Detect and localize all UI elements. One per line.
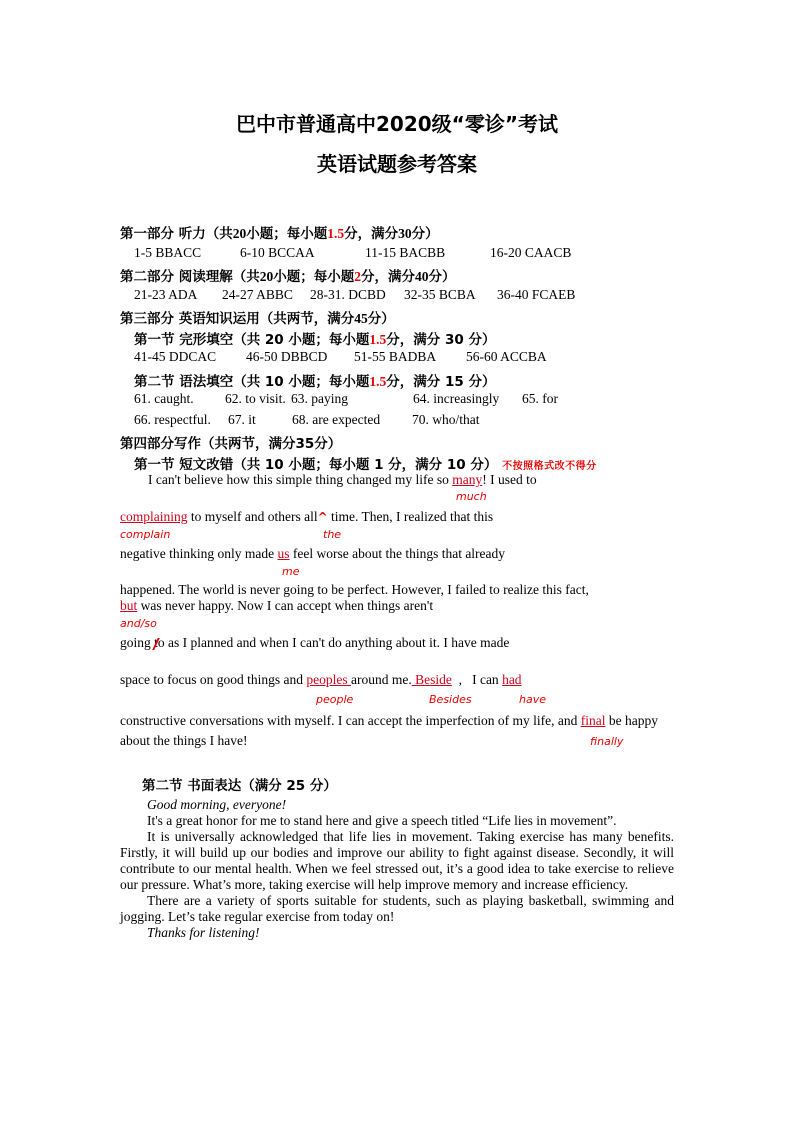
- correction: finally: [590, 735, 624, 748]
- answer-item: 64. increasingly: [413, 391, 500, 406]
- part2-total: 40: [414, 269, 429, 284]
- passage-line-2: [120, 509, 493, 525]
- part3-section2-heading: [134, 370, 495, 390]
- passage-text: , I can: [451, 672, 503, 687]
- answer-group: 46-50 DBBCD: [246, 349, 328, 364]
- passage-line-5: [120, 598, 433, 614]
- passage-text: around me.: [350, 672, 412, 687]
- answer-item: 62. to visit.: [225, 391, 286, 406]
- part2-heading-post: 分）: [428, 269, 456, 285]
- correction: the: [323, 528, 342, 541]
- part1-heading: [120, 222, 439, 242]
- part2-heading: [120, 265, 455, 285]
- part2-points: 2: [354, 269, 361, 284]
- essay-closing: Thanks for listening!: [147, 925, 260, 940]
- part3-heading-post: 分）: [367, 311, 395, 327]
- part2-heading-mid2: 分，满分: [360, 269, 415, 285]
- passage-line-9: about the things I have!: [120, 733, 248, 748]
- correction: have: [519, 693, 546, 706]
- part4-heading: 第四部分写作（共两节，满分35分）: [120, 436, 342, 452]
- answer-group: 41-45 DDCAC: [134, 349, 217, 364]
- part1-heading-post: 分）: [411, 226, 439, 242]
- passage-text: ! I used to: [482, 472, 537, 487]
- page-subtitle: 英语试题参考答案: [317, 152, 477, 176]
- passage-text: time. Then, I realized that this: [327, 509, 494, 524]
- part2-count: 20: [259, 269, 274, 284]
- part3-total: 45: [354, 311, 368, 326]
- part3-heading: [120, 307, 395, 327]
- answer-group: 16-20 CAACB: [490, 245, 572, 260]
- error-word: complaining: [120, 509, 188, 524]
- correction: people: [316, 693, 354, 706]
- passage-text: as I planned and when I can't do anything about it. I have made: [164, 635, 510, 650]
- error-word: peoples: [306, 672, 351, 687]
- passage-line-6: [120, 635, 509, 651]
- error-word: Beside: [411, 672, 452, 687]
- part3-s2-post: 分，满分 15 分）: [386, 374, 496, 390]
- error-word: us: [277, 546, 290, 561]
- part3-s2-points: 1.5: [369, 374, 387, 389]
- format-note: 不按照格式改不得分: [502, 461, 597, 472]
- part3-s1-pre: 第一节 完形填空（共 20 小题；每小题: [134, 332, 370, 348]
- correction: Besides: [429, 693, 472, 706]
- answer-item: 67. it: [228, 412, 256, 427]
- correction: and/so: [120, 617, 157, 630]
- passage-text: was never happy. Now I can accept when things aren't: [137, 598, 434, 613]
- correction: complain: [120, 528, 171, 541]
- passage-text: I can't believe how this simple thing changed my life so: [148, 472, 453, 487]
- part1-heading-mid1: 小题；每小题: [246, 226, 328, 242]
- error-word: but: [120, 598, 138, 613]
- part4-section2-heading: 第二节 书面表达（满分 25 分）: [142, 778, 337, 794]
- part3-heading-pre: 第三部分 英语知识运用（共两节，满分: [120, 311, 355, 327]
- answer-group: 24-27 ABBC: [222, 287, 293, 302]
- part2-heading-pre: 第二部分 阅读理解（共: [120, 269, 260, 285]
- passage-text: space to focus on good things and: [120, 672, 307, 687]
- insert-caret-icon: ^: [317, 510, 328, 524]
- essay-paragraph: There are a variety of sports suitable for students, such as playing basketball, swimming and jogging. Let’s take regular exercise from today on!: [120, 893, 674, 924]
- answer-group: 51-55 BADBA: [354, 349, 437, 364]
- passage-text: feel worse about the things that already: [289, 546, 506, 561]
- part1-count: 20: [232, 226, 247, 241]
- passage-line-4: happened. The world is never going to be perfect. However, I failed to realize this fact,: [120, 582, 589, 597]
- part3-section1-heading: [134, 328, 495, 348]
- passage-text: constructive conversations with myself. I can accept the imperfection of my life, and: [120, 713, 581, 728]
- passage-text: to myself and others all: [187, 509, 318, 524]
- answer-group: 21-23 ADA: [134, 287, 198, 302]
- part1-heading-mid2: 分，满分: [344, 226, 399, 242]
- passage-text: negative thinking only made: [120, 546, 278, 561]
- essay-greeting: Good morning, everyone!: [147, 797, 287, 812]
- passage-line-3: [120, 546, 505, 562]
- passage-text: be happy: [605, 713, 658, 728]
- answer-group: 6-10 BCCAA: [240, 245, 315, 260]
- part4-section1-heading: [134, 453, 597, 473]
- answer-item: 63. paying: [291, 391, 348, 406]
- answer-item: 66. respectful.: [134, 412, 211, 427]
- answer-group: 36-40 FCAEB: [497, 287, 576, 302]
- part1-total: 30: [398, 226, 412, 241]
- error-word: final: [580, 713, 606, 728]
- answer-item: 68. are expected: [292, 412, 381, 427]
- part2-heading-mid1: 小题；每小题: [273, 269, 355, 285]
- passage-line-1: [148, 472, 537, 488]
- essay-paragraph: It's a great honor for me to stand here and give a speech titled “Life lies in movement”.: [147, 813, 617, 828]
- correction: much: [456, 490, 487, 503]
- passage-line-7: [120, 672, 522, 688]
- part3-s1-points: 1.5: [369, 332, 387, 347]
- passage-line-8: [120, 713, 658, 729]
- correction: me: [282, 565, 300, 578]
- part3-s2-pre: 第二节 语法填空（共 10 小题；每小题: [134, 374, 370, 390]
- part1-heading-pre: 第一部分 听力（共: [120, 226, 233, 242]
- error-word: many: [452, 472, 483, 487]
- answer-group: 32-35 BCBA: [404, 287, 476, 302]
- part1-points: 1.5: [327, 226, 345, 241]
- answer-group: 56-60 ACCBA: [466, 349, 547, 364]
- answer-item: 65. for: [522, 391, 558, 406]
- part3-s1-post: 分，满分 30 分）: [386, 332, 496, 348]
- page-title: 巴中市普通高中2020级“零诊”考试: [236, 112, 558, 136]
- deleted-word: to: [154, 635, 165, 650]
- answer-group: 11-15 BACBB: [365, 245, 446, 260]
- answer-item: 70. who/that: [412, 412, 480, 427]
- answer-item: 61. caught.: [134, 391, 194, 406]
- passage-text: going: [120, 635, 155, 650]
- answer-group: 1-5 BBACC: [134, 245, 202, 260]
- model-essay: [120, 797, 674, 941]
- essay-paragraph: It is universally acknowledged that life lies in movement. Taking exercise has many benefits. Firstly, it will build up our bodies and improve our ability to fight against disease. Secondly, it will contribute to our mental health. When we feel stressed out, it’s a good idea to take exercise to relieve our pressure. What’s more, taking exercise will help improve memory and increase efficiency.: [120, 829, 674, 892]
- answer-group: 28-31. DCBD: [310, 287, 386, 302]
- error-word: had: [502, 672, 522, 687]
- part4-s1-title: 第一节 短文改错（共 10 小题；每小题 1 分，满分 10 分）: [134, 457, 498, 473]
